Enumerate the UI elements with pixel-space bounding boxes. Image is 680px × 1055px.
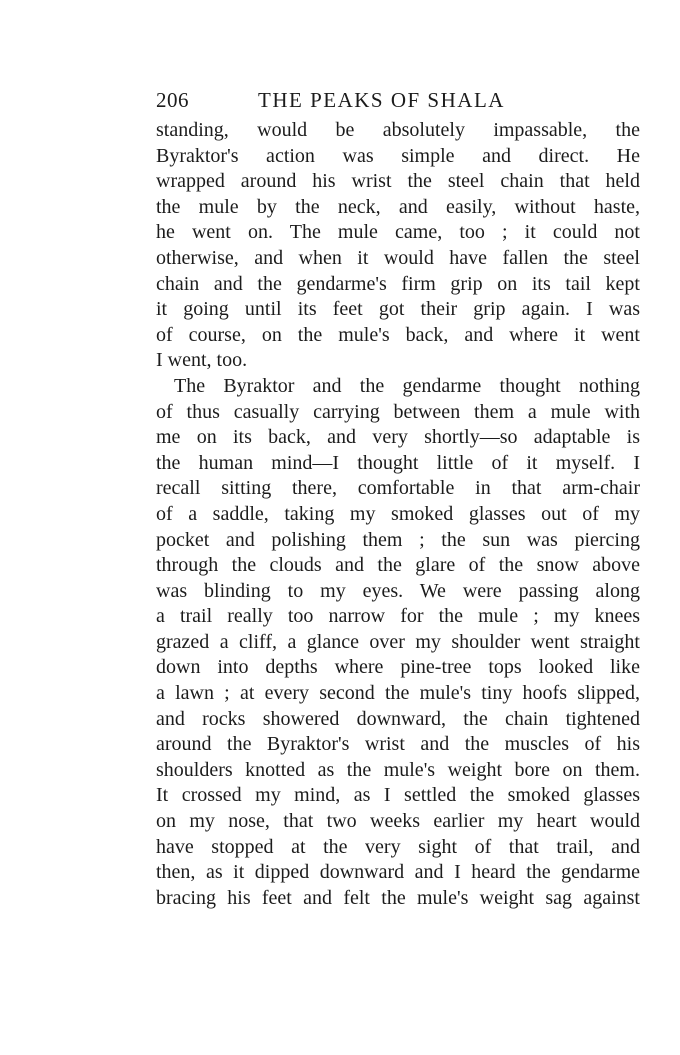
text-line: and rocks showered downward, the chain tightened (156, 707, 640, 730)
text-line: around the Byraktor's wrist and the muscles of his (156, 733, 640, 756)
text-line: I went, too. (156, 349, 248, 372)
text-line: pocket and polishing them ; the sun was piercing (156, 528, 640, 551)
text-line: Byraktor's action was simple and direct. He (156, 144, 640, 167)
text-line: shoulders knotted as the mule's weight bore on them. (156, 758, 640, 781)
text-line: down into depths where pine-tree tops looked like (156, 656, 640, 679)
text-line: on my nose, that two weeks earlier my heart would (156, 810, 640, 833)
text-line: standing, would be absolutely impassable, the (156, 119, 640, 141)
running-head (156, 88, 640, 118)
text-line: wrapped around his wrist the steel chain that held (156, 170, 640, 193)
text-line: was blinding to my eyes. We were passing along (156, 579, 640, 602)
paragraph (156, 374, 640, 911)
text-line: the mule by the neck, and easily, without haste, (156, 195, 640, 218)
body-text (156, 118, 640, 911)
text-line: grazed a cliff, a glance over my shoulder went straight (156, 630, 640, 653)
text-line: a trail really too narrow for the mule ; my knees (156, 605, 640, 628)
text-line: of thus casually carrying between them a mule with (156, 400, 640, 423)
text-line: recall sitting there, comfortable in that arm-chair (156, 477, 640, 500)
text-line: It crossed my mind, as I settled the smoked glasses (156, 784, 640, 807)
text-line: me on its back, and very shortly—so adaptable is (156, 426, 640, 449)
text-line: then, as it dipped downward and I heard the gendarme (156, 861, 640, 884)
text-line: it going until its feet got their grip again. I was (156, 298, 640, 321)
running-title: THE PEAKS OF SHALA (258, 88, 505, 112)
text-line: of course, on the mule's back, and where it went (156, 323, 640, 346)
text-line: bracing his feet and felt the mule's weight sag against (156, 886, 640, 909)
text-line: he went on. The mule came, too ; it could not (156, 221, 640, 244)
text-line: through the clouds and the glare of the snow above (156, 554, 640, 577)
text-line: The Byraktor and the gendarme thought nothing (174, 374, 640, 397)
paragraph (156, 118, 640, 374)
text-line: a lawn ; at every second the mule's tiny hoofs slipped, (156, 682, 640, 705)
text-line: have stopped at the very sight of that trail, and (156, 835, 640, 858)
text-line: chain and the gendarme's firm grip on its tail kept (156, 272, 640, 295)
page-number: 206 (156, 88, 189, 112)
text-line: otherwise, and when it would have fallen the steel (156, 246, 640, 269)
text-line: of a saddle, taking my smoked glasses out of my (156, 502, 640, 525)
text-line: the human mind—I thought little of it myself. I (156, 451, 640, 474)
